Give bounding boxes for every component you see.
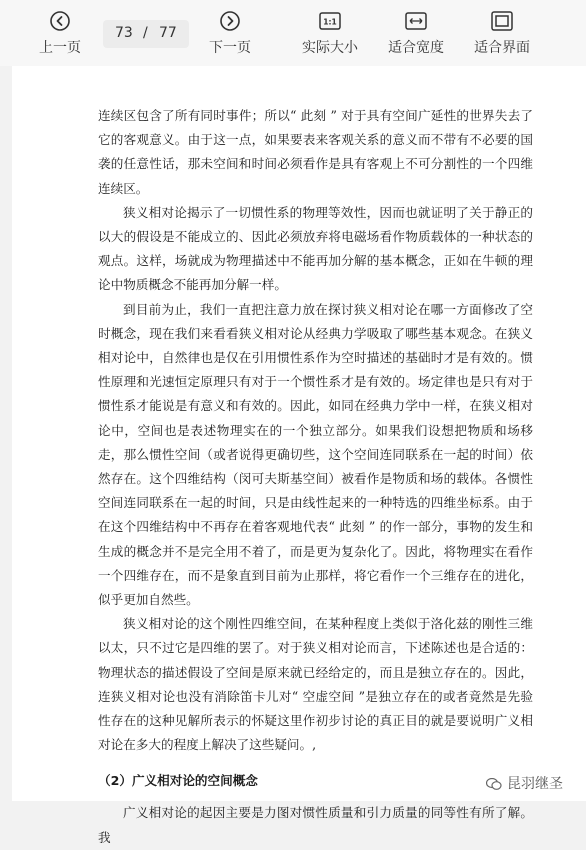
next-page-label: 下一页	[209, 40, 251, 56]
paragraph: 广义相对论的起因主要是力图对惯性质量和引力质量的同等性有所了解。我	[98, 805, 533, 845]
prev-page-button[interactable]	[35, 0, 85, 66]
next-page-button[interactable]	[205, 0, 255, 66]
wechat-icon	[486, 778, 502, 790]
actual-size-button[interactable]	[298, 0, 362, 66]
toolbar	[0, 0, 586, 66]
actual-size-label: 实际大小	[302, 40, 358, 56]
document-page	[12, 66, 586, 845]
fit-width-label: 适合宽度	[388, 40, 444, 56]
page-separator: /	[143, 25, 148, 41]
paragraph: 狭义相对论的这个刚性四维空间，在某种程度上类似于洛化兹的刚性三维以太，只不过它是四维的罢了。对于狭义相对论而言，下述陈述也是合适的：物理状态的描述假设了空间是原来就已经给定的，而且是独立存在的。因此，连狭义相对论也没有消除笛卡儿对“ 空虚空间 ”是独立存在的或者竟然是先验性存在的这种见解所表示的怀疑这里作初步讨论的真正目的就是要说明广义相对论在多大的程度上解决了这些疑问。,	[98, 616, 533, 753]
chevron-left-icon	[49, 10, 71, 32]
paragraph: 狭义相对论揭示了一切惯性系的物理等效性，因而也就证明了关于静正的以大的假设是不能成立的、因此必须放弃将电磁场看作物质载体的一种状态的观点。这样，场就成为物理描述中不能再加分解的基本概念，正如在牛顿的理论中物质概念不能再加分解一样。	[98, 204, 533, 293]
prev-page-label: 上一页	[39, 40, 81, 56]
section-heading: （2）广义相对论的空间概念	[98, 773, 258, 789]
page-indicator[interactable]	[103, 20, 189, 48]
fit-page-label: 适合界面	[474, 40, 530, 56]
paragraph: 连续区包含了所有同时事件；所以“ 此刻 ” 对于具有空间广延性的世界失去了它的客观意义。由于这一点，如果要表来客观关系的意义而不带有不必要的国袭的任意性话，那未空间和时间必须看作是具有客观上不可分割性的一个四维连续区。	[98, 108, 533, 196]
current-page-input[interactable]: 73	[115, 25, 133, 41]
watermark-text: 昆羽继圣	[507, 776, 563, 792]
fit-width-button[interactable]	[384, 0, 448, 66]
actual-size-icon-text: 1:1	[323, 17, 337, 27]
actual-size-icon	[319, 10, 341, 32]
watermark	[486, 773, 563, 795]
page-content	[98, 104, 533, 850]
total-pages: 77	[159, 25, 177, 41]
fit-width-icon	[405, 10, 427, 32]
fit-page-icon	[491, 10, 513, 32]
paragraph: 到目前为止，我们一直把注意力放在探讨狭义相对论在哪一方面修改了空时概念，现在我们来看看狭义相对论从经典力学吸取了哪些基本观念。在狭义相对论中，自然律也是仅在引用惯性系作为空时描述的基础时才是有效的。惯性原理和光速恒定原理只有对于一个惯性系才是有效的。场定律也是只有对于惯性系才能说是有意义和有效的。因此，如同在经典力学中一样，在狭义相对论中，空间也是表述物理实在的一个独立部分。如果我们设想把物质和场移走，那么惯性空间（或者说得更确切些，这个空间连同联系在一起的时间）依然存在。这个四维结构（闵可夫斯基空间）被看作是物质和场的载体。各惯性空间连同联系在一起的时间，只是由线性起来的一种特选的四维坐标系。由于在这个四维结构中不再存在着客观地代表“ 此刻 ” 的作一部分，事物的发生和生成的概念并不是完全用不着了，而是更为复杂化了。因此，将物理实在看作一个四维存在，而不是象直到目前为止那样，将它看作一个三维存在的进化，似乎更加自然些。	[98, 301, 533, 608]
chevron-right-icon	[219, 10, 241, 32]
fit-page-button[interactable]	[470, 0, 534, 66]
